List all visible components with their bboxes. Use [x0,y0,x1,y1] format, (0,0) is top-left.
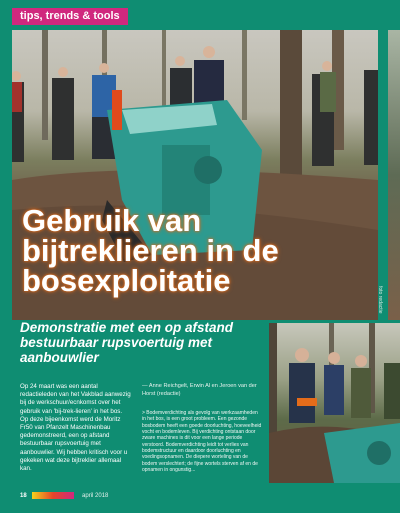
headline-line-2: bijtreklieren in de [22,233,279,268]
headline-line-3: bosexploitatie [22,263,231,298]
intro-column: Op 24 maart was een aantal redactieleden van het Vakblad aanwezig bij de werkschuur/ecnkomst over het gebruik van 'bij-trek-lieren' in het bos. Op deze bijeenkomst werd de Moritz Fr50 van Pfanzelt Maschinenbau gedemonstreerd, een op afstand bestuurbaar rupsvoertuig met aanbouwlier. Wij hebben kritisch voor u gekeken wat deze bijtreklier allemaal kan. [20,383,131,473]
publication-logo [32,492,74,499]
headline-line-1: Gebruik van [22,203,202,238]
body-paragraph: > Bodemverdichting als gevolg van werkzaamheden in het bos, is een groot probleem. Een gezonde bosbodem heeft een goede doorluchting, hoeveelheid vocht en bodemleven. Bij verdichting ontstaan door zware machines is dit voor een lange periode verstoord. Bodemverdichting leidt tot verlies van bodemstructuur en daardoor doorluchting en voedingsopnamen. De diepere worteling van de bodem verslechtert; de fijne wortels sterven af en de opnamen in ongunstig... [142,410,262,473]
article-subtitle: Demonstratie met een op afstand bestuurbaar rupsvoertuig met aanbouwlier [20,320,234,365]
page-number: 18 [20,493,27,500]
demonstration-photo [269,323,400,483]
issue-date: april 2018 [82,493,109,500]
photo-credit: foto redactie [377,286,383,314]
body-column [142,383,262,473]
article-headline [22,203,382,298]
section-tag: tips, trends & tools [12,8,128,25]
page-footer [20,492,108,502]
side-photo-strip [388,30,400,320]
author-credit: — Anne Reichgelt, Erwin Al en Jeroen van der Horst (redactie) [142,383,257,397]
